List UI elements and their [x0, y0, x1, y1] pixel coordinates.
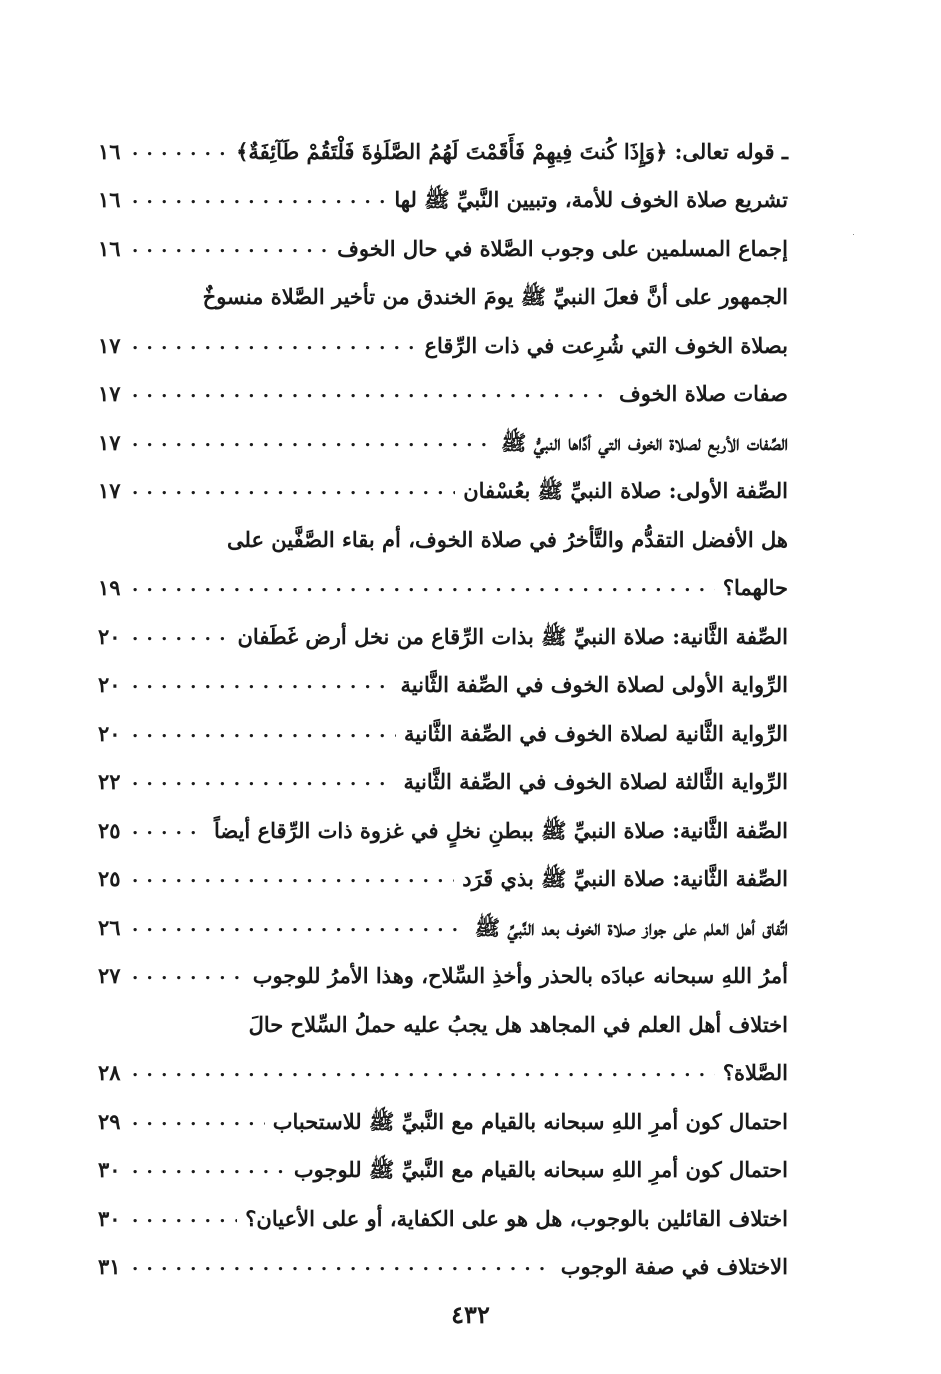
toc-entry-page: ٢٥: [98, 866, 121, 891]
dot-leader: [132, 865, 454, 893]
toc-entry-page: ١٧: [98, 478, 121, 503]
dot-leader: [132, 914, 467, 942]
toc-entry-title: الصَّلاة؟: [722, 1060, 788, 1085]
dot-leader: [132, 1059, 715, 1087]
toc-entry: [98, 1241, 788, 1290]
toc-entry: [98, 465, 788, 514]
toc-entry-title: اتِّفاق أهل العلم على جواز صلاة الخوف بعد النَّبيِّ ﷺ: [474, 914, 788, 940]
toc-entry-title: احتمال كون أمرِ اللهِ سبحانه بالقيام مع النَّبيِّ ﷺ للاستحباب: [272, 1108, 788, 1134]
toc-entry-page: ١٧: [98, 332, 121, 358]
toc-entry-page: ١٧: [98, 429, 121, 455]
toc-entry-page: ٢٥: [98, 817, 121, 843]
toc-entry-title: تشريع صلاة الخوف للأمة، وتبيين النَّبيِّ ﷺ لها: [394, 187, 788, 212]
toc-entry-page: ٢٩: [98, 1108, 121, 1134]
dot-leader: [132, 477, 455, 505]
toc-entry-title: بصلاة الخوف التي شُرِعت في ذات الرِّقاع: [424, 332, 788, 358]
toc-entry-title: صفات صلاة الخوف: [618, 381, 788, 406]
dot-leader: [132, 429, 493, 457]
toc-entry: [98, 125, 788, 174]
dot-leader: [132, 720, 396, 748]
toc-entry: [98, 950, 788, 999]
dot-leader: [132, 138, 228, 166]
toc-entry: [98, 1095, 788, 1144]
toc-entry-title: الصِّفة الثَّانية: صلاة النبيِّ ﷺ بذات الرِّقاع من نخل أرض غَطَفان: [237, 623, 788, 649]
toc-entry-title: الاختلاف في صفة الوجوب: [560, 1254, 788, 1279]
dot-leader: [132, 332, 416, 360]
toc-entry-title: أمرُ اللهِ سبحانه عبادَه بالحذر وأخذِ السِّلاح، وهذا الأمرُ للوجوب: [252, 963, 788, 988]
toc-entry: [98, 1144, 788, 1193]
toc-entry: [98, 222, 788, 271]
toc-entry-title: ـ قوله تعالى: ﴿وَإِذَا كُنتَ فِيهِمْ فَأَقَمْتَ لَهُمُ الصَّلَوٰةَ فَلْتَقُمْ طَآئِفَةٌ﴾: [236, 138, 788, 164]
toc-entry-first-line: [98, 513, 788, 562]
toc-entry: [98, 174, 788, 223]
toc-entry: [98, 659, 788, 708]
page-number: ٤٣٢: [451, 1300, 490, 1329]
toc-entry: [98, 804, 788, 853]
toc-entry-title: احتمال كون أمرِ اللهِ سبحانه بالقيام مع النَّبيِّ ﷺ للوجوب: [293, 1157, 788, 1182]
toc-entry: [98, 1047, 788, 1096]
toc-entry-title: هل الأفضل التقدُّم والتَّأخرُ في صلاة الخوف، أم بقاء الصَّفَّين على: [227, 526, 788, 552]
toc-entry-page: ٣١: [98, 1254, 121, 1279]
toc-entry-page: ١٧: [98, 381, 121, 406]
toc-entry-title: الصِّفة الثَّانية: صلاة النبيِّ ﷺ ببطنِ نخلٍ في غزوة ذات الرِّقاع أيضاً: [213, 817, 788, 843]
toc-entry-title: الرِّواية الثَّالثة لصلاة الخوف في الصِّفة الثَّانية: [403, 769, 788, 794]
toc-entry-title: اختلاف أهل العلم في المجاهد هل يجبُ عليه حملُ السِّلاح حالَ: [248, 1011, 788, 1037]
toc-entry: [98, 756, 788, 805]
toc-entry-first-line: [98, 998, 788, 1047]
dot-leader: [132, 671, 393, 699]
toc-entry: [98, 707, 788, 756]
scan-speck: [853, 234, 854, 235]
toc-entry-page: ٣٠: [98, 1205, 121, 1231]
toc-entry-title: الصِّفة الأولى: صلاة النبيِّ ﷺ بعُسْفان: [463, 478, 788, 503]
toc-entry-title: الجمهور على أنَّ فعلَ النبيِّ ﷺ يومَ الخندق من تأخير الصَّلاة منسوخٌ: [202, 284, 788, 309]
toc-entry-first-line: [98, 271, 788, 320]
toc-entry-page: ٣٠: [98, 1157, 121, 1182]
toc-entry: [98, 368, 788, 417]
toc-entry: [98, 319, 788, 368]
toc-entry-page: ١٦: [98, 187, 121, 212]
toc-entry-page: ١٦: [98, 138, 121, 164]
dot-leader: [132, 768, 395, 796]
toc-entry: [98, 901, 788, 950]
toc-entry-page: ١٩: [98, 575, 121, 600]
toc-entry-page: ٢٠: [98, 672, 121, 697]
dot-leader: [132, 817, 206, 845]
table-of-contents: [98, 125, 788, 1289]
toc-entry-page: ١٦: [98, 235, 121, 261]
toc-entry: [98, 416, 788, 465]
toc-entry: [98, 562, 788, 611]
toc-entry-page: ٢٨: [98, 1060, 121, 1085]
dot-leader: [132, 1156, 286, 1184]
toc-entry-title: الرِّواية الثَّانية لصلاة الخوف في الصِّفة الثَّانية: [404, 720, 788, 746]
toc-entry-title: إجماع المسلمين على وجوب الصَّلاة في حال الخوف: [337, 235, 788, 261]
toc-entry-page: ٢٢: [98, 769, 121, 794]
dot-leader: [132, 1205, 237, 1233]
toc-entry: [98, 853, 788, 902]
toc-entry-page: ٢٦: [98, 914, 121, 940]
dot-leader: [132, 235, 329, 263]
dot-leader: [132, 186, 386, 214]
toc-entry-page: ٢٧: [98, 963, 121, 988]
dot-leader: [132, 380, 611, 408]
toc-entry: [98, 610, 788, 659]
toc-entry-title: الصِّفات الأربع لصلاة الخوف التي أدَّاها النبيُّ ﷺ: [500, 429, 788, 455]
dot-leader: [132, 1108, 265, 1136]
dot-leader: [132, 962, 245, 990]
toc-entry-page: ٢٠: [98, 623, 121, 649]
dot-leader: [132, 1253, 553, 1281]
toc-entry-page: ٢٠: [98, 720, 121, 746]
toc-entry-title: الرِّواية الأولى لصلاة الخوف في الصِّفة الثَّانية: [400, 672, 788, 697]
toc-entry-title: اختلاف القائلين بالوجوب، هل هو على الكفاية، أو على الأعيان؟: [245, 1205, 788, 1231]
toc-entry: [98, 1192, 788, 1241]
dot-leader: [132, 623, 229, 651]
toc-entry-title: الصِّفة الثَّانية: صلاة النبيِّ ﷺ بذي قَرَد: [462, 866, 788, 891]
toc-entry-title: حالهما؟: [722, 575, 788, 600]
dot-leader: [132, 574, 715, 602]
